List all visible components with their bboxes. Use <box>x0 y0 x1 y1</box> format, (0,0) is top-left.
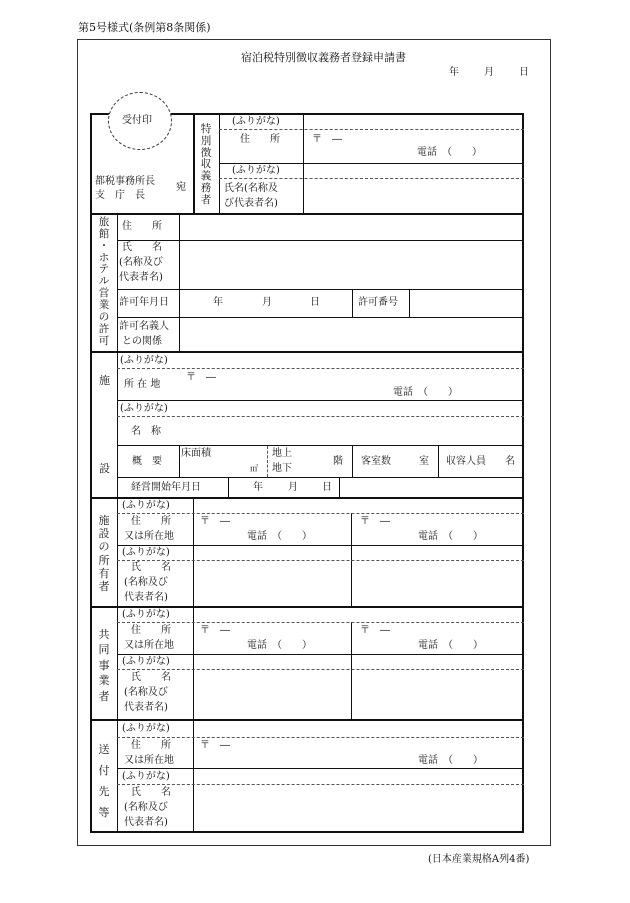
facility-name-label: 名 称 <box>131 426 161 437</box>
sendto-name-line1: 氏 名 <box>131 787 171 798</box>
date-year: 年 <box>449 67 459 78</box>
license-vertical-label: 旅 館 ・ ホ テ ル 営 業 の 許 可 <box>98 216 110 347</box>
sendto-name-line3: 代表者名) <box>124 817 168 828</box>
partner-name-line3: 代表者名) <box>124 702 168 713</box>
dashed-line <box>219 129 524 130</box>
dashed-line <box>117 737 524 738</box>
start-year: 年 <box>253 482 263 493</box>
furigana-label: (ふりがな) <box>122 723 170 734</box>
start-day: 日 <box>322 482 332 493</box>
divider <box>117 289 524 290</box>
location-label: 所 在 地 <box>124 379 161 390</box>
postal-mark: 〒 ― <box>200 625 230 636</box>
permit-month: 月 <box>262 297 272 308</box>
divider <box>117 477 524 478</box>
relation-line1: 許可名義人 <box>119 321 169 332</box>
sendto-address-line1: 住 所 <box>131 740 171 751</box>
name-label-line2: び代表者名) <box>224 198 278 209</box>
dashed-line <box>117 669 524 670</box>
form-number: 第5号様式(条例第8条関係) <box>78 21 211 34</box>
partner-address-line2: 又は所在地 <box>124 640 174 651</box>
floor-unit: 階 <box>333 456 343 467</box>
document-title: 宿泊税特別徴収義務者登録申請書 <box>241 51 406 64</box>
start-date-label: 経営開始年月日 <box>131 482 201 493</box>
divider <box>117 768 524 769</box>
divider <box>117 654 524 655</box>
phone-label: 電話 （ ） <box>418 755 483 766</box>
postal-mark: 〒 ― <box>360 625 390 636</box>
paper-size-note: (日本産業規格A列4番) <box>428 854 530 865</box>
divider <box>193 607 194 720</box>
divider <box>351 622 352 720</box>
addressee-line1: 都税事務所長 <box>95 176 155 187</box>
divider <box>117 498 118 607</box>
divider <box>117 400 524 401</box>
dashed-line <box>117 513 524 514</box>
owner-name-line2: (名称及び <box>124 577 168 588</box>
date-month: 月 <box>484 67 494 78</box>
divider <box>228 477 229 498</box>
dashed-line <box>117 622 524 623</box>
sqm-unit: ㎡ <box>250 464 258 473</box>
postal-mark: 〒 ― <box>200 740 230 751</box>
partner-name-line1: 氏 名 <box>131 672 171 683</box>
divider <box>90 213 524 215</box>
divider <box>193 498 194 607</box>
furigana-label: (ふりがな) <box>122 609 170 620</box>
phone-label: 電話 （ ） <box>418 640 483 651</box>
name-label-line1: 氏名(名称及 <box>224 183 278 194</box>
divider <box>438 445 439 477</box>
stamp-label: 受付印 <box>122 115 152 126</box>
partner-address-line1: 住 所 <box>131 625 171 636</box>
furigana-label: (ふりがな) <box>122 500 170 511</box>
license-name-line3: 代表者名) <box>119 272 163 283</box>
sendto-address-line2: 又は所在地 <box>124 755 174 766</box>
divider <box>352 289 353 317</box>
owner-name-line3: 代表者名) <box>124 592 168 603</box>
license-name-line1: 氏 名 <box>122 242 162 253</box>
permit-day: 日 <box>310 297 320 308</box>
divider <box>90 719 524 721</box>
divider <box>90 351 524 353</box>
divider <box>339 477 340 498</box>
sendto-name-line2: (名称及び <box>124 802 168 813</box>
partner-name-line2: (名称及び <box>124 687 168 698</box>
facility-vertical-top: 施 <box>99 374 110 387</box>
divider <box>219 163 524 164</box>
postal-mark: 〒 ― <box>360 516 390 527</box>
owner-address-line1: 住 所 <box>131 516 171 527</box>
dashed-line <box>117 368 524 369</box>
dashed-line <box>219 178 524 179</box>
owner-address-line2: 又は所在地 <box>124 531 174 542</box>
divider <box>117 545 524 546</box>
addressee-suffix: 宛 <box>176 182 186 193</box>
postal-mark: 〒 ― <box>186 372 216 383</box>
start-month: 月 <box>288 482 298 493</box>
facility-vertical-bottom: 設 <box>99 462 110 475</box>
floor-area-label: 床面積 <box>181 448 211 459</box>
date-day: 日 <box>519 67 529 78</box>
sendto-vertical-label: 送 付 先 等 <box>98 743 110 819</box>
dashed-line <box>117 560 524 561</box>
person-unit: 名 <box>505 456 515 467</box>
below-ground-label: 地下 <box>272 463 292 474</box>
phone-label: 電話 （ ） <box>417 147 482 158</box>
furigana-label: (ふりがな) <box>122 656 170 667</box>
permit-year: 年 <box>213 297 223 308</box>
relation-line2: との関係 <box>122 336 162 347</box>
license-name-line2: (名称及び <box>119 257 163 268</box>
divider <box>352 445 353 477</box>
permit-date-label: 許可年月日 <box>119 297 169 308</box>
furigana-label: (ふりがな) <box>120 355 168 366</box>
phone-label: 電話 （ ） <box>247 640 312 651</box>
divider <box>90 606 524 608</box>
room-unit: 室 <box>419 456 429 467</box>
address-label: 住 所 <box>240 134 280 145</box>
divider <box>117 317 524 318</box>
phone-label: 電話 （ ） <box>393 387 458 398</box>
dashed-line <box>117 416 524 417</box>
divider <box>179 213 180 352</box>
addressee-line2: 支 庁 長 <box>95 190 145 201</box>
permit-number-label: 許可番号 <box>358 297 398 308</box>
divider <box>409 289 410 317</box>
divider <box>117 607 118 720</box>
overview-label: 概 要 <box>132 456 162 467</box>
collector-vertical-label: 特 別 徴 収 義 務 者 <box>200 123 212 206</box>
partner-vertical-label: 共 同 事 業 者 <box>98 628 110 703</box>
owner-name-line1: 氏 名 <box>131 562 171 573</box>
furigana-label: (ふりがな) <box>122 547 170 558</box>
divider <box>179 445 180 477</box>
divider <box>90 497 524 499</box>
above-ground-label: 地上 <box>272 448 292 459</box>
license-address-label: 住 所 <box>122 221 162 232</box>
capacity-label: 収容人員 <box>446 456 486 467</box>
divider <box>193 113 195 214</box>
rooms-label: 客室数 <box>361 456 391 467</box>
phone-label: 電話 （ ） <box>247 531 312 542</box>
furigana-label: (ふりがな) <box>120 403 168 414</box>
postal-mark: 〒 ― <box>312 134 342 145</box>
furigana-label: (ふりがな) <box>232 116 280 127</box>
owner-vertical-label: 施 設 の 所 有 者 <box>98 514 110 593</box>
divider <box>117 240 524 241</box>
divider <box>117 213 118 352</box>
phone-label: 電話 （ ） <box>418 531 483 542</box>
furigana-label: (ふりがな) <box>232 165 280 176</box>
dashed-line <box>267 446 268 477</box>
dashed-line <box>117 784 524 785</box>
postal-mark: 〒 ― <box>200 516 230 527</box>
furigana-label: (ふりがな) <box>122 771 170 782</box>
